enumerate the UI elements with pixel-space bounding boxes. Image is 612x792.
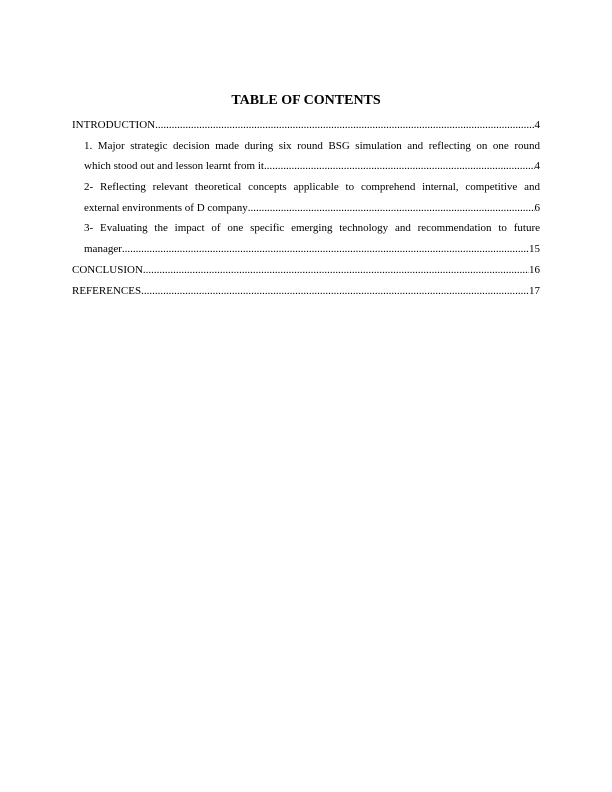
toc-entry-major-strategic-decision[interactable]	[72, 136, 540, 177]
toc-leader-dots	[141, 281, 529, 302]
toc-entry-label: external environments of D company	[84, 201, 248, 214]
toc-page-number: 16	[529, 263, 540, 276]
toc-entry-references[interactable]	[72, 281, 540, 302]
toc-leader-dots	[122, 239, 529, 260]
toc-title: TABLE OF CONTENTS	[231, 93, 381, 108]
toc-entry-introduction[interactable]	[72, 115, 540, 136]
toc-page-number: 15	[529, 243, 540, 256]
toc-entry-label: which stood out and lesson learnt from it	[84, 160, 264, 173]
toc-entry-conclusion[interactable]	[72, 260, 540, 281]
toc-page-number: 4	[534, 119, 540, 131]
toc-entry-theoretical-concepts[interactable]	[72, 177, 540, 218]
toc-page-number: 4	[534, 160, 540, 173]
toc-line	[84, 198, 540, 219]
table-of-contents	[72, 115, 540, 301]
toc-line: 3- Evaluating the impact of one specific emerging technology and recommendation to future	[84, 222, 540, 235]
toc-line: 1. Major strategic decision made during six round BSG simulation and reflecting on one round	[84, 139, 540, 152]
toc-line	[72, 115, 540, 136]
toc-leader-dots	[248, 198, 535, 219]
toc-leader-dots	[155, 115, 534, 136]
toc-entry-emerging-technology[interactable]	[72, 218, 540, 259]
toc-page-number: 17	[529, 284, 540, 297]
toc-line	[72, 281, 540, 302]
toc-leader-dots	[264, 156, 535, 177]
toc-page-number: 6	[534, 201, 540, 214]
toc-entry-label: manager	[84, 243, 122, 256]
toc-line	[84, 239, 540, 260]
toc-line	[72, 260, 540, 281]
toc-entry-label: INTRODUCTION	[72, 119, 156, 131]
toc-entry-label: REFERENCES	[72, 284, 142, 297]
toc-line	[84, 156, 540, 177]
toc-entry-label: CONCLUSION	[72, 263, 143, 276]
toc-line: 2- Reflecting relevant theoretical concepts applicable to comprehend internal, competitive and	[84, 181, 540, 194]
toc-leader-dots	[143, 260, 529, 281]
